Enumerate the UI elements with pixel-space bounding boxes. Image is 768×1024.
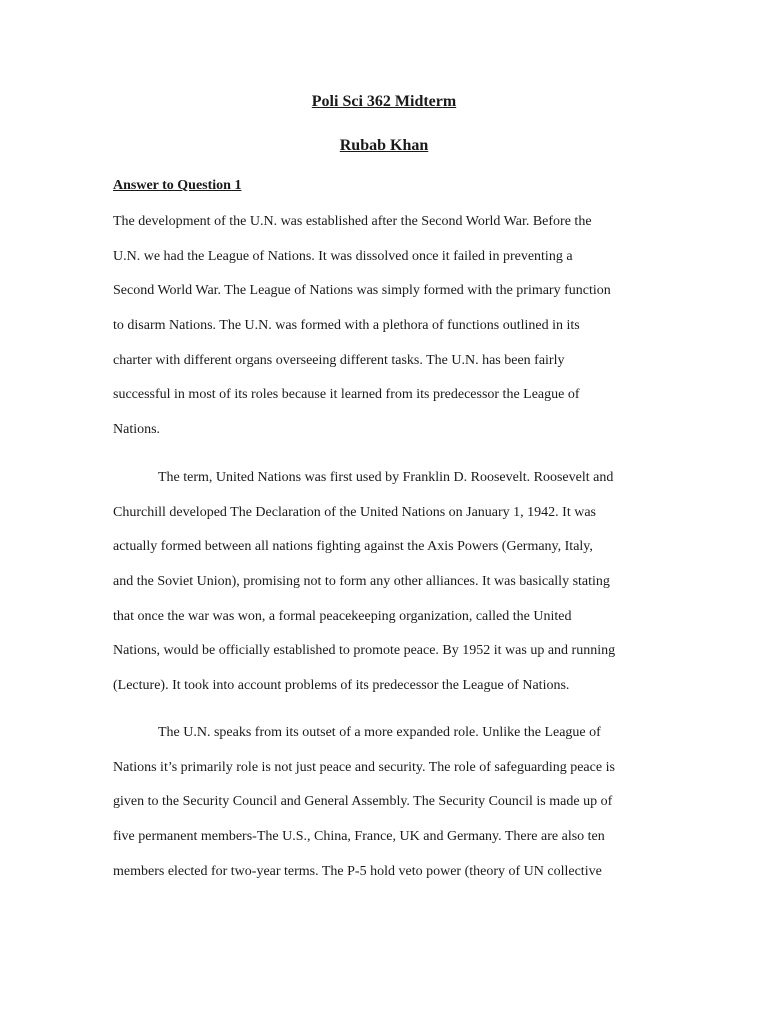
paragraph-line: given to the Security Council and General Assembly. The Security Council is made up of — [113, 794, 613, 810]
paragraph-line: successful in most of its roles because it learned from its predecessor the League of — [113, 387, 580, 403]
paragraph-line: Nations. — [113, 422, 161, 438]
paragraph-line: five permanent members-The U.S., China, France, UK and Germany. There are also ten — [113, 829, 605, 845]
paragraph-line: to disarm Nations. The U.N. was formed with a plethora of functions outlined in its — [113, 318, 580, 334]
paragraph-line: Churchill developed The Declaration of the United Nations on January 1, 1942. It was — [113, 504, 597, 520]
paragraph-line: (Lecture). It took into account problems of its predecessor the League of Nations. — [113, 678, 570, 694]
paragraph-line: The U.N. speaks from its outset of a more expanded role. Unlike the League of — [158, 725, 601, 740]
paragraph-line: and the Soviet Union), promising not to form any other alliances. It was basically stating — [113, 574, 610, 590]
paragraph-line: U.N. we had the League of Nations. It was dissolved once it failed in preventing a — [113, 248, 573, 264]
paragraph-line: Nations it’s primarily role is not just peace and security. The role of safeguarding peace is — [113, 759, 615, 775]
paragraph-3 — [113, 724, 673, 897]
paragraph-line: actually formed between all nations fighting against the Axis Powers (Germany, Italy, — [113, 539, 593, 555]
paragraph-line: charter with different organs overseeing different tasks. The U.N. has been fairly — [113, 352, 565, 368]
paragraph-line: The term, United Nations was first used by Franklin D. Roosevelt. Roosevelt and — [158, 470, 614, 485]
paragraph-1 — [113, 213, 673, 456]
paragraph-line: that once the war was won, a formal peacekeeping organization, called the United — [113, 608, 572, 624]
paragraph-line: members elected for two-year terms. The P-5 hold veto power (theory of UN collective — [113, 863, 602, 879]
author-name: Rubab Khan — [339, 137, 429, 154]
section-heading: Answer to Question 1 — [113, 178, 242, 193]
paragraph-line: Nations, would be officially established to promote peace. By 1952 it was up and running — [113, 643, 616, 659]
paragraph-line: The development of the U.N. was established after the Second World War. Before the — [113, 214, 592, 229]
document-title: Poli Sci 362 Midterm — [311, 93, 457, 110]
paragraph-line: Second World War. The League of Nations was simply formed with the primary function — [113, 283, 611, 299]
paragraph-2 — [113, 469, 673, 712]
